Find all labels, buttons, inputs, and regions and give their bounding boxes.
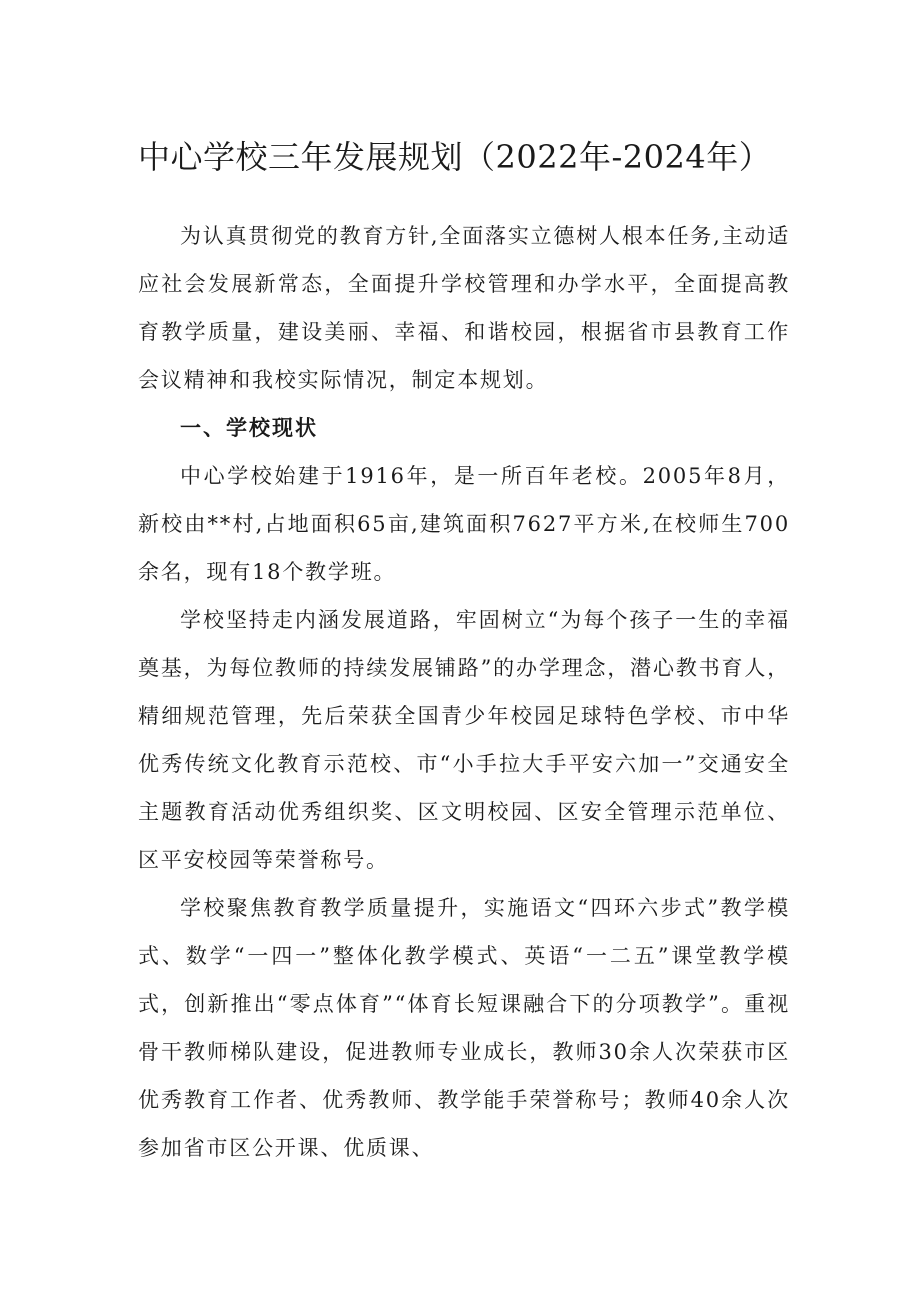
document-title: 中心学校三年发展规划（2022年-2024年） bbox=[138, 138, 772, 176]
document-body bbox=[138, 212, 790, 1172]
section-heading-current-status: 一、学校现状 bbox=[180, 416, 318, 440]
paragraph-history: 中心学校始建于1916年，是一所百年老校。2005年8月，新校由**村,占地面积65亩,建筑面积7627平方米,在校师生700余名，现有18个教学班。 bbox=[138, 464, 790, 584]
paragraph-teaching-quality: 学校聚焦教育教学质量提升，实施语文“四环六步式”教学模式、数学“一四一”整体化教学模式、英语“一二五”课堂教学模式，创新推出“零点体育”“体育长短课融合下的分项教学”。重视骨干教师梯队建设，促进教师专业成长，教师30余人次荣获市区优秀教育工作者、优秀教师、教学能手荣誉称号；教师40余人次参加省市区公开课、优质课、 bbox=[138, 896, 790, 1160]
intro-paragraph: 为认真贯彻党的教育方针,全面落实立德树人根本任务,主动适应社会发展新常态，全面提升学校管理和办学水平，全面提高教育教学质量，建设美丽、幸福、和谐校园，根据省市县教育工作会议精神和我校实际情况，制定本规划。 bbox=[138, 224, 790, 392]
paragraph-philosophy: 学校坚持走内涵发展道路，牢固树立“为每个孩子一生的幸福奠基，为每位教师的持续发展铺路”的办学理念，潜心教书育人，精细规范管理，先后荣获全国青少年校园足球特色学校、市中华优秀传统文化教育示范校、市“小手拉大手平安六加一”交通安全主题教育活动优秀组织奖、区文明校园、区安全管理示范单位、区平安校园等荣誉称号。 bbox=[138, 608, 790, 872]
